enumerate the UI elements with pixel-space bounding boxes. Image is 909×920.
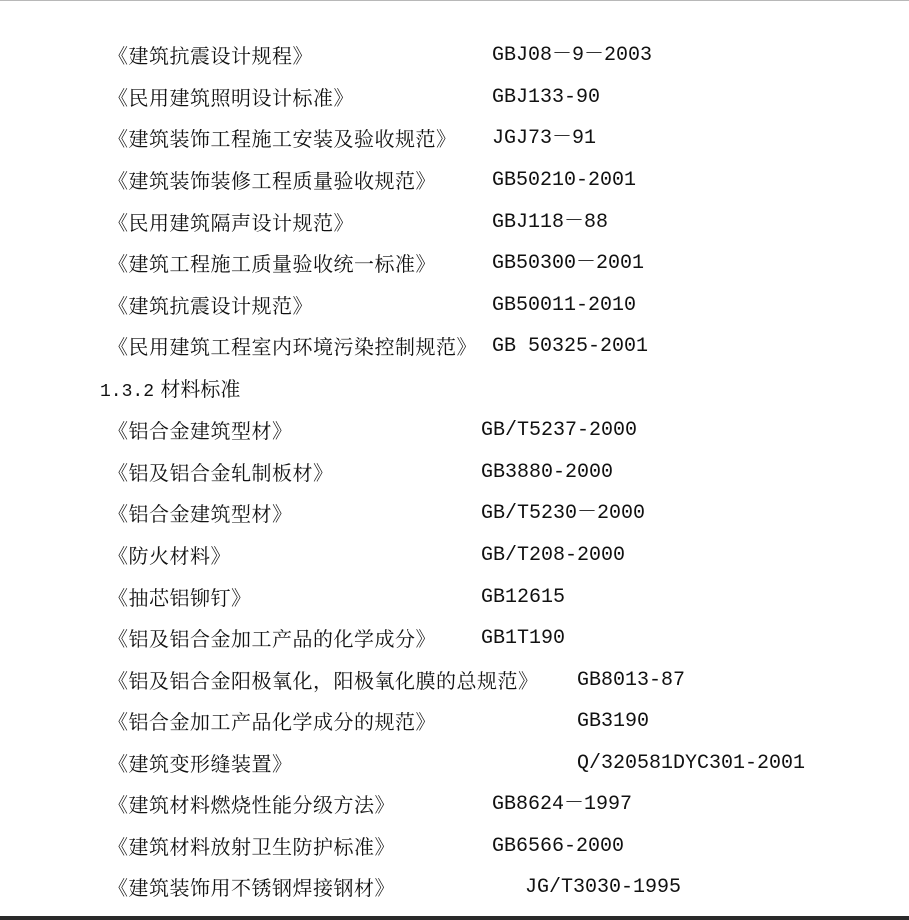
standard-title: 《建筑材料放射卫生防护标准》: [108, 835, 395, 859]
standard-row: [108, 124, 668, 154]
standard-code: GB6566-2000: [492, 835, 625, 858]
materials-section-heading: [100, 374, 240, 404]
standard-code: GB/T208-2000: [481, 544, 626, 567]
standard-title: 《铝及铝合金轧制板材》: [108, 461, 334, 485]
section-heading-text: 材料标准: [160, 377, 241, 401]
standard-row: [108, 83, 668, 113]
standard-row: [108, 458, 668, 488]
standard-code: GB12615: [481, 586, 566, 609]
standard-row: [108, 208, 668, 238]
standard-row: [108, 749, 806, 779]
standard-title: 《建筑抗震设计规程》: [108, 44, 313, 68]
standard-code: GBJ08－9－2003: [492, 44, 653, 67]
standard-title: 《建筑抗震设计规范》: [108, 294, 313, 318]
top-page-rule: [0, 0, 909, 1]
standard-row: [108, 666, 788, 696]
standard-row: [108, 249, 668, 279]
standard-row: [108, 832, 668, 862]
section-number: 1.3.2: [100, 382, 155, 402]
standard-title: 《铝合金加工产品化学成分的规范》: [108, 710, 436, 734]
standard-row: [108, 416, 668, 446]
standard-title: 《建筑装饰用不锈钢焊接钢材》: [108, 876, 395, 900]
standard-title: 《防火材料》: [108, 544, 231, 568]
standard-title: 《建筑工程施工质量验收统一标准》: [108, 252, 436, 276]
standard-row: [108, 41, 668, 71]
standard-code: JG/T3030-1995: [525, 876, 682, 899]
standard-code: GB3880-2000: [481, 461, 614, 484]
standard-code: GB8013-87: [577, 669, 686, 692]
standard-code: GB50300－2001: [492, 252, 645, 275]
standard-code: GB 50325-2001: [492, 335, 649, 358]
standard-code: GB3190: [577, 710, 650, 733]
standard-code: GB/T5237-2000: [481, 419, 638, 442]
standard-title: 《建筑装饰工程施工安装及验收规范》: [108, 127, 457, 151]
standard-code: GB/T5230－2000: [481, 502, 646, 525]
standard-code: GB8624－1997: [492, 793, 633, 816]
standard-title: 《铝合金建筑型材》: [108, 502, 293, 526]
standard-row: [108, 291, 668, 321]
standard-title: 《铝合金建筑型材》: [108, 419, 293, 443]
standard-row: [108, 790, 668, 820]
standard-row: [108, 873, 688, 903]
standard-code: GB50011-2010: [492, 294, 637, 317]
standard-code: GBJ118－88: [492, 211, 609, 234]
standard-row: [108, 583, 668, 613]
standard-row: [108, 541, 668, 571]
standard-row: [108, 166, 668, 196]
standard-title: 《建筑材料燃烧性能分级方法》: [108, 793, 395, 817]
standard-row: [108, 624, 668, 654]
standard-title: 《抽芯铝铆钉》: [108, 586, 252, 610]
standard-title: 《铝及铝合金加工产品的化学成分》: [108, 627, 436, 651]
standard-code: GB1T190: [481, 627, 566, 650]
standard-code: GBJ133-90: [492, 86, 601, 109]
standard-row: [108, 499, 668, 529]
standard-title: 《民用建筑工程室内环境污染控制规范》: [108, 335, 477, 359]
standard-title: 《民用建筑隔声设计规范》: [108, 211, 354, 235]
standard-code: GB50210-2001: [492, 169, 637, 192]
standard-code: JGJ73－91: [492, 127, 597, 150]
standard-row: [108, 707, 788, 737]
standard-row: [108, 332, 668, 362]
standard-title: 《民用建筑照明设计标准》: [108, 86, 354, 110]
bottom-page-rule: [0, 916, 909, 920]
standard-title: 《建筑变形缝装置》: [108, 752, 293, 776]
standard-title: 《建筑装饰装修工程质量验收规范》: [108, 169, 436, 193]
standard-title: 《铝及铝合金阳极氧化，阳极氧化膜的总规范》: [108, 669, 539, 693]
standard-code: Q/320581DYC301-2001: [577, 752, 806, 775]
